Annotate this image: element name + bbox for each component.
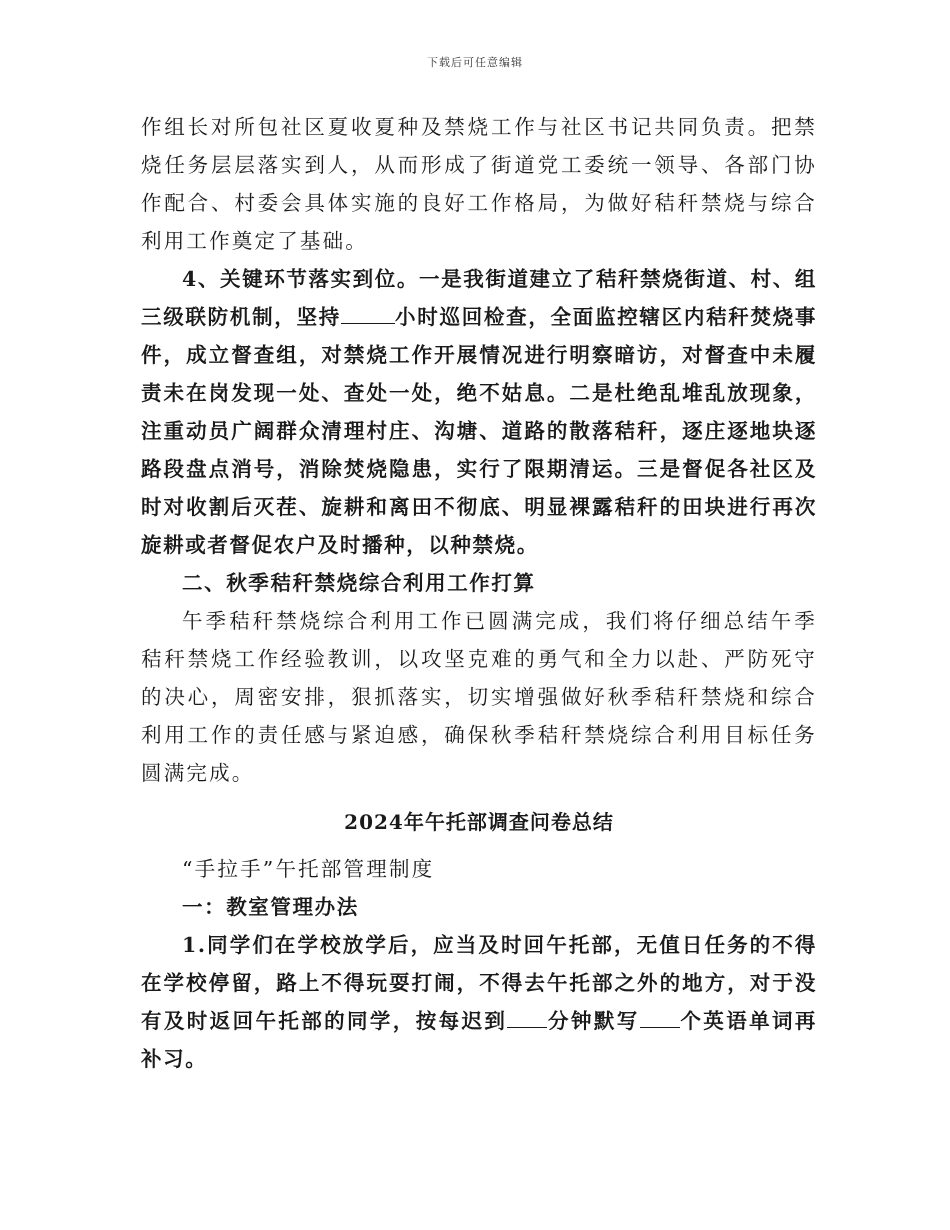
section-heading-autumn-plan: 二、秋季秸秆禁烧综合利用工作打算 [182, 571, 536, 595]
paragraph-autumn-plan: 午季秸秆禁烧综合利用工作已圆满完成，我们将仔细总结午季秸秆禁烧工作经验教训，以攻坚克难的勇气和全力以赴、严防死守的决心，周密安排，狠抓落实，切实增强做好秋季秸秆禁烧和综合利用工作的责任感与紧迫感，确保秋季秸秆禁烧综合利用目标任务圆满完成。 [141, 609, 817, 785]
rule-1-part2: 分钟默写 [547, 1009, 640, 1033]
document-body [141, 108, 817, 1078]
rule-1-paragraph [141, 926, 817, 1078]
section-heading-classroom: 一：教室管理办法 [182, 895, 359, 919]
page-header-caption: 下载后可任意编辑 [427, 56, 523, 69]
fill-in-blank [507, 1009, 547, 1028]
paragraph-key-links [141, 260, 817, 564]
paragraph-key-links-part1: 4、关键环节落实到位。一是我街道建立了秸秆禁烧街道、村、组三级联防机制，坚持 [141, 267, 817, 329]
document-title: 2024年午托部调查问卷总结 [344, 810, 614, 834]
fill-in-blank [341, 305, 395, 324]
rule-1-part1: 1.同学们在学校放学后，应当及时回午托部，无值日任务的不得在学校停留，路上不得玩耍打闹，不得去午托部之外的地方，对于没有及时返回午托部的同学，按每迟到 [141, 933, 817, 1033]
fill-in-blank [640, 1009, 680, 1028]
subtitle-management-system: “手拉手”午托部管理制度 [182, 857, 435, 881]
paragraph-continuation: 作组长对所包社区夏收夏种及禁烧工作与社区书记共同负责。把禁烧任务层层落实到人，从而形成了街道党工委统一领导、各部门协作配合、村委会具体实施的良好工作格局，为做好秸秆禁烧与综合利用工作奠定了基础。 [141, 115, 817, 253]
rule-1-part3: 个英语单词再补习。 [141, 1009, 817, 1071]
paragraph-key-links-part2: 小时巡回检查，全面监控辖区内秸秆焚烧事件，成立督查组，对禁烧工作开展情况进行明察暗访，对督查中未履责未在岗发现一处、查处一处，绝不姑息。二是杜绝乱堆乱放现象，注重动员广阔群众清理村庄、沟塘、道路的散落秸秆，逐庄逐地块逐路段盘点消号，消除焚烧隐患，实行了限期清运。三是督促各社区及时对收割后灭茬、旋耕和离田不彻底、明显裸露秸秆的田块进行再次旋耕或者督促农户及时播种，以种禁烧。 [141, 305, 817, 557]
